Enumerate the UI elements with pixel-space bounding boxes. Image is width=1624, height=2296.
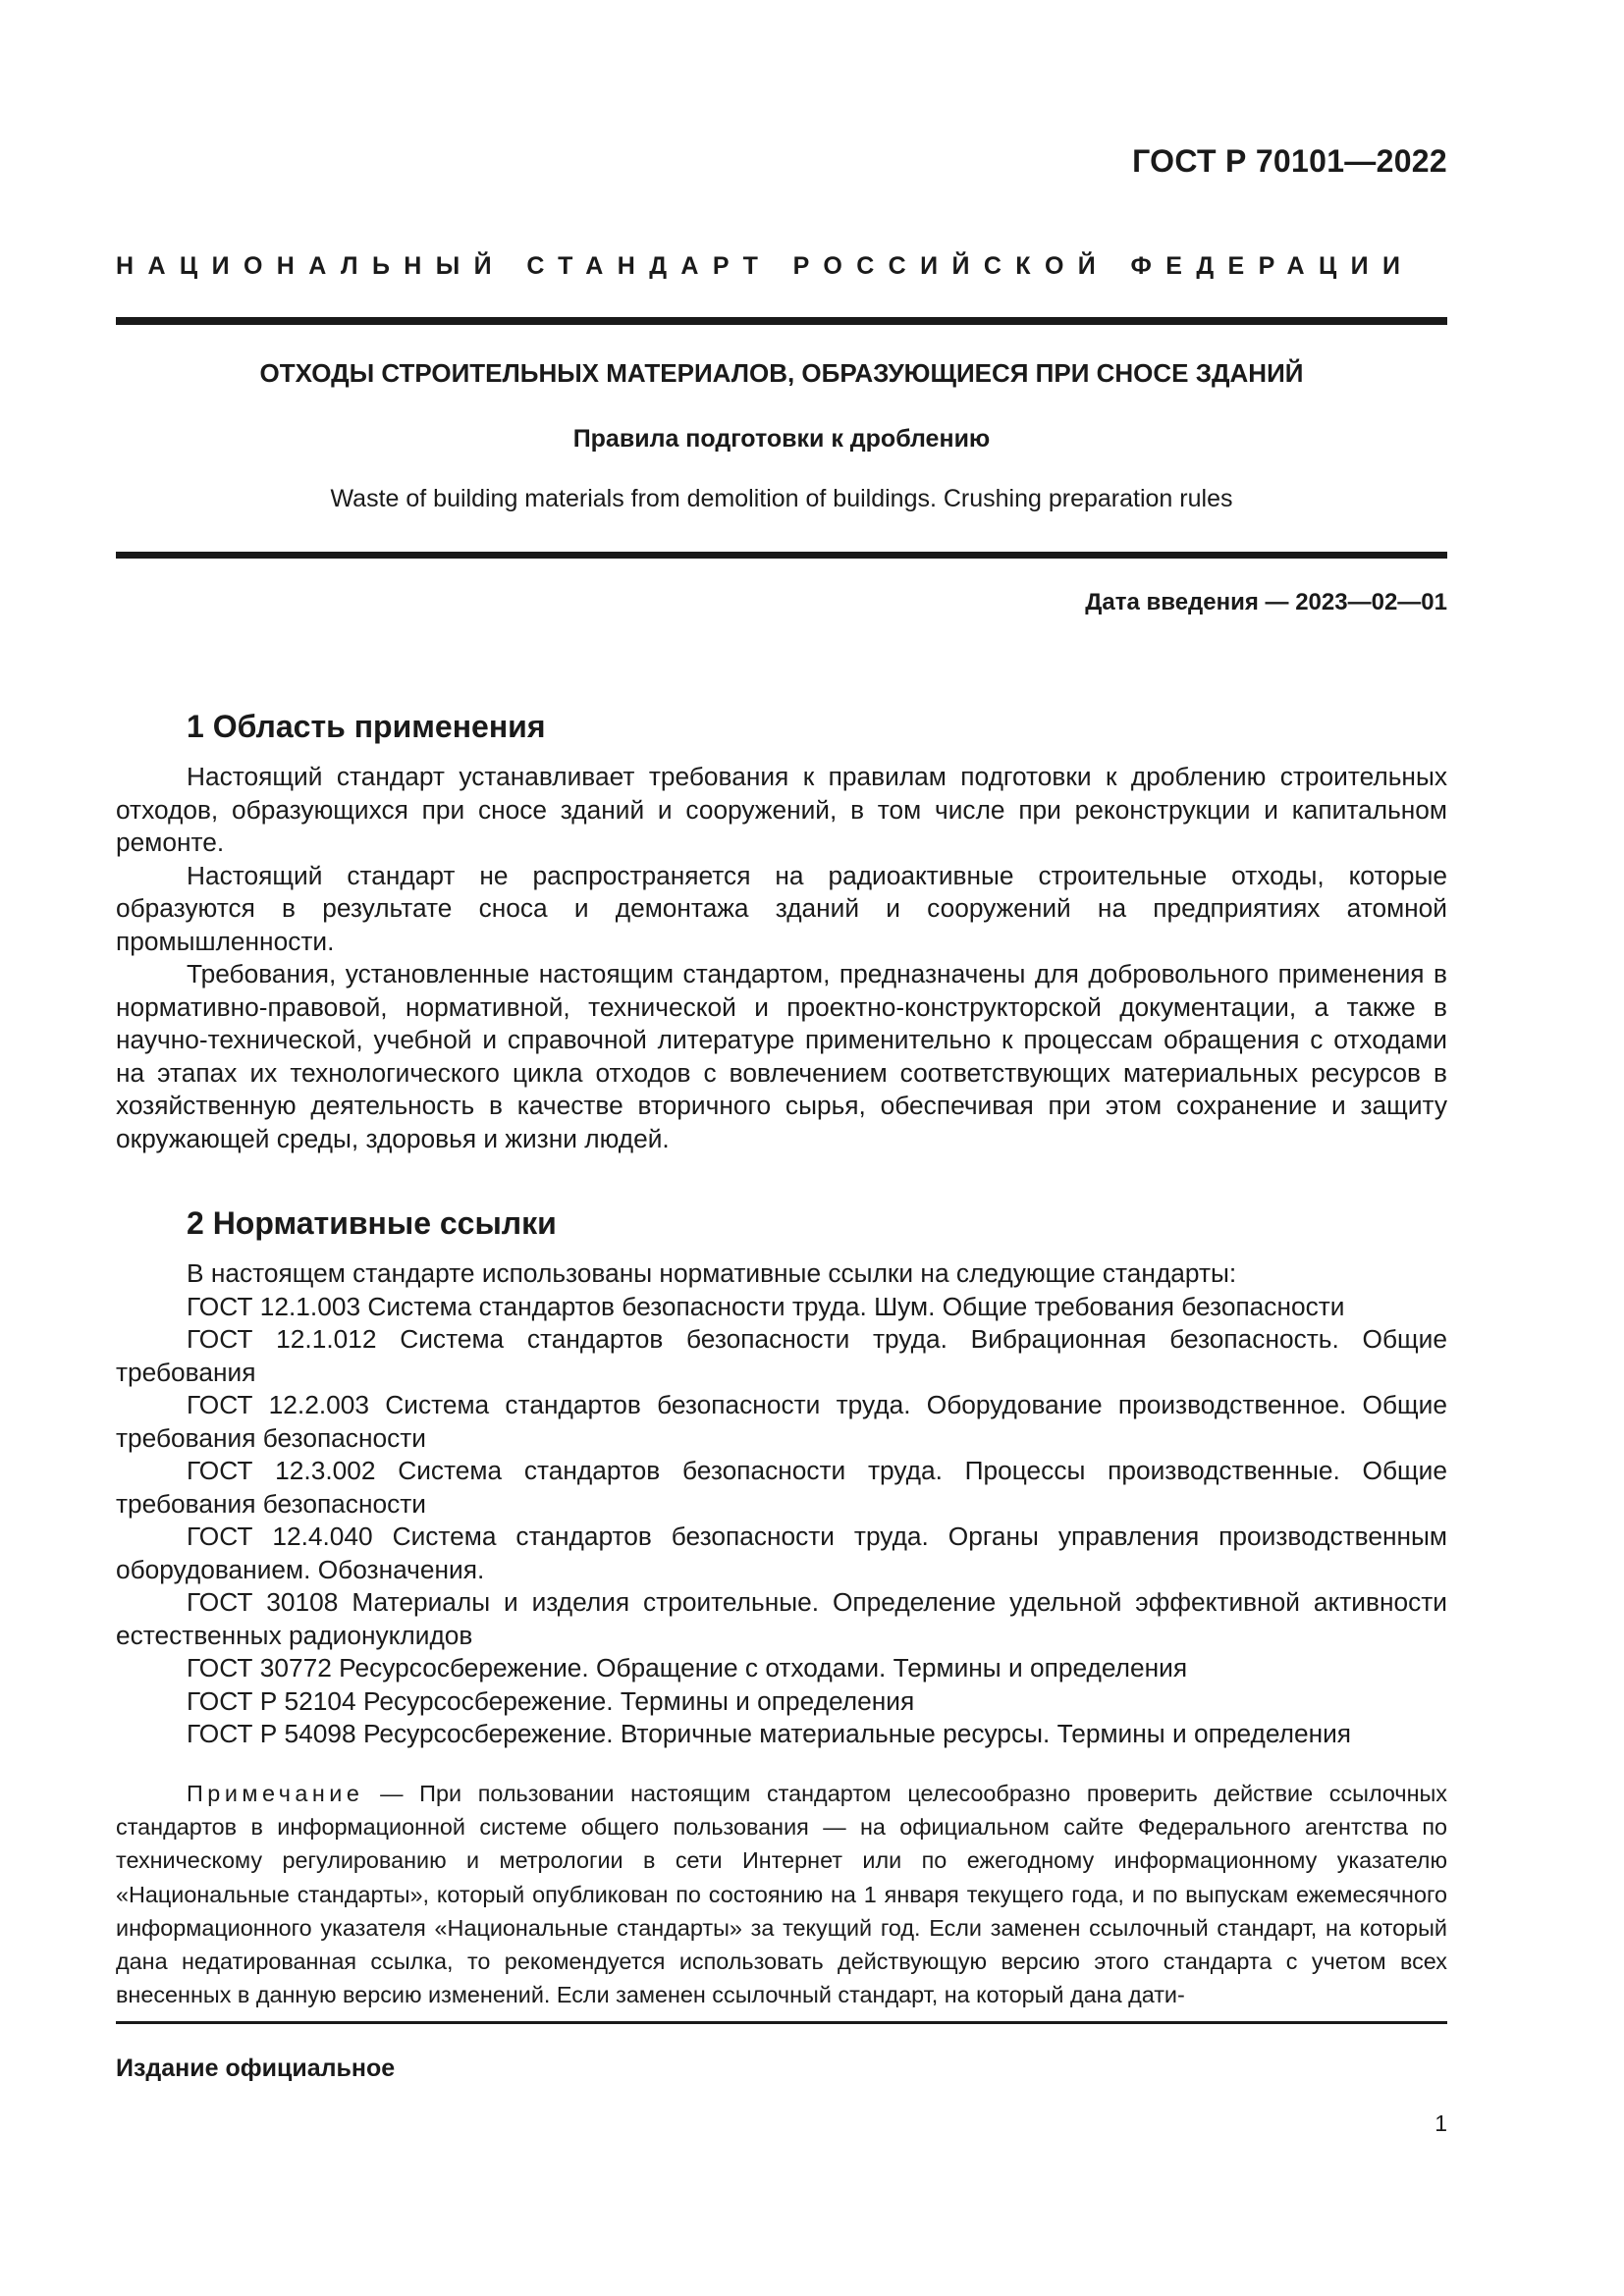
document-title: ОТХОДЫ СТРОИТЕЛЬНЫХ МАТЕРИАЛОВ, ОБРАЗУЮЩИЕСЯ ПРИ СНОСЕ ЗДАНИЙ <box>259 358 1304 388</box>
footer-rule <box>116 2021 1447 2024</box>
official-edition-label: Издание официальное <box>116 2055 396 2082</box>
page-number: 1 <box>1435 2110 1447 2136</box>
reference-item: ГОСТ 12.1.012 Система стандартов безопасности труда. Вибрационная безопасность. Общие требования <box>116 1324 1447 1387</box>
document-title-english: Waste of building materials from demolition of buildings. Crushing preparation rules <box>330 485 1233 512</box>
section-2-heading: 2 Нормативные ссылки <box>187 1205 557 1241</box>
reference-item: ГОСТ 12.2.003 Система стандартов безопасности труда. Оборудование производственное. Общие требования безопасности <box>116 1390 1447 1453</box>
reference-item: ГОСТ Р 54098 Ресурсосбережение. Вторичные материальные ресурсы. Термины и определения <box>187 1719 1352 1748</box>
references-intro: В настоящем стандарте использованы нормативные ссылки на следующие стандарты: <box>187 1258 1237 1288</box>
top-rule <box>116 317 1447 325</box>
document-subtitle: Правила подготовки к дроблению <box>572 425 991 453</box>
section-1-heading: 1 Область применения <box>187 709 546 744</box>
section-2-body <box>116 1257 1447 1751</box>
section-1-paragraph: Требования, установленные настоящим стандартом, предназначены для добровольного применения в нормативно-правовой, нормативной, технической и проектно-конструкторской документации, а также в научно-технической, учебной и справочной литературе применительно к процессам обращения с отходами на этапах их технологического цикла отходов с вовлечением соответствующих материальных ресурсов в хозяйственную деятельность в качестве вторичного сырья, обеспечивая при этом сохранение и защиту окружающей среды, здоровья и жизни людей. <box>116 959 1447 1153</box>
section-1-paragraph: Настоящий стандарт устанавливает требования к правилам подготовки к дроблению строительных отходов, образующихся при сносе зданий и сооружений, в том числе при реконструкции и капитальном ремонте. <box>116 762 1447 857</box>
section-1-body <box>116 761 1447 1155</box>
gost-number: ГОСТ Р 70101—2022 <box>1132 143 1447 179</box>
reference-item: ГОСТ 12.3.002 Система стандартов безопасности труда. Процессы производственные. Общие требования безопасности <box>116 1456 1447 1519</box>
note-label: Примечание <box>187 1781 364 1806</box>
title-rule <box>116 552 1447 559</box>
reference-item: ГОСТ 30108 Материалы и изделия строительные. Определение удельной эффективной активности естественных радионуклидов <box>116 1587 1447 1650</box>
national-standard-label: НАЦИОНАЛЬНЫЙ СТАНДАРТ РОССИЙСКОЙ ФЕДЕРАЦИИ <box>116 252 1415 280</box>
note-text: — При пользовании настоящим стандартом целесообразно проверить действие ссылочных стандартов в информационной системе общего пользования — на официальном сайте Федерального агентства по техническому регулированию и метрологии в сети Интернет или по ежегодному информационному указателю «Национальные стандарты», который опубликован по состоянию на 1 января текущего года, и по выпускам ежемесячного информационного указателя «Национальные стандарты» за текущий год. Если заменен ссылочный стандарт, на который дана недатированная ссылка, то рекомендуется использовать действующую версию этого стандарта с учетом всех внесенных в данную версию изменений. Если заменен ссылочный стандарт, на который дана дати- <box>116 1781 1447 2008</box>
section-1-paragraph: Настоящий стандарт не распространяется на радиоактивные строительные отходы, которые образуются в результате сноса и демонтажа зданий и сооружений на предприятиях атомной промышленности. <box>116 860 1447 956</box>
reference-item: ГОСТ 12.1.003 Система стандартов безопасности труда. Шум. Общие требования безопасности <box>187 1291 1345 1321</box>
reference-item: ГОСТ 30772 Ресурсосбережение. Обращение с отходами. Термины и определения <box>187 1653 1188 1682</box>
introduction-date: Дата введения — 2023—02—01 <box>1085 589 1447 615</box>
reference-item: ГОСТ Р 52104 Ресурсосбережение. Термины и определения <box>187 1685 915 1716</box>
reference-item: ГОСТ 12.4.040 Система стандартов безопасности труда. Органы управления производственным оборудованием. Обозначения. <box>116 1522 1447 1584</box>
note <box>116 1777 1447 2011</box>
